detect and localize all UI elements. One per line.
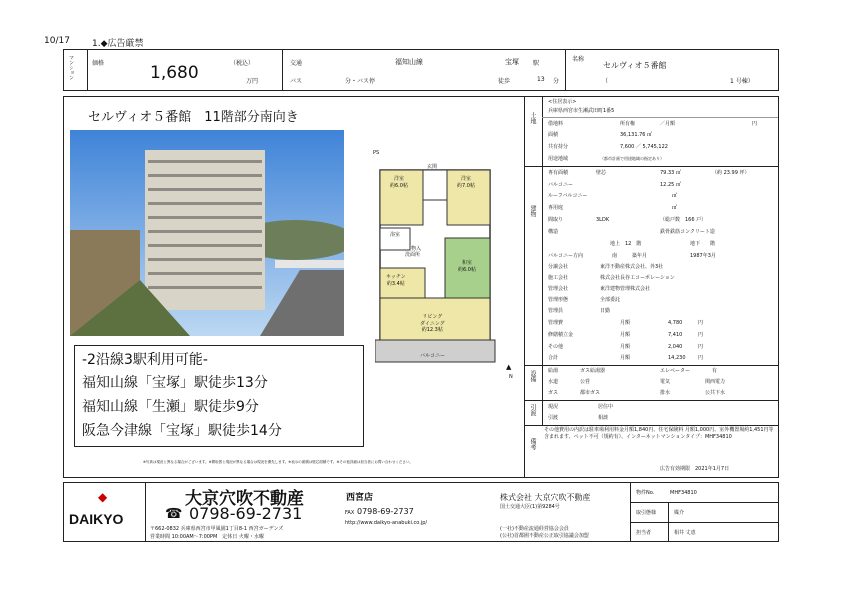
share-value: 7,600 ／ 5,745,122 (620, 144, 668, 150)
room-kitchen: キッチン 約3.4帖 (386, 274, 406, 287)
roof-label: ルーフバルコニー (548, 193, 588, 199)
room-storage: 物入 (411, 246, 422, 252)
room-western-2: 洋室 約7.0帖 (457, 176, 475, 189)
fee-unit: 円 (698, 332, 704, 338)
fax-label: FAX (345, 510, 355, 516)
bus-label: バス (290, 78, 303, 85)
trade-type-value: 媒介 (674, 510, 685, 516)
mgmt-form-label: 管理形態 (548, 297, 569, 303)
fine-print: ※写真は現況と異なる場合がございます。※間取図と現況が異なる場合は現況を優先します。※表示の面積は壁芯面積です。※その他詳細は担当者にお問い合わせください。 (143, 460, 413, 464)
balcony-value: 12.25 ㎡ (660, 182, 681, 188)
lease-label: 借地料 (548, 121, 564, 127)
land-area-value: 36,131.76 ㎡ (620, 132, 653, 138)
promo-line-3: 福知山線「生瀬」駅徒歩9分 (82, 399, 259, 415)
right-label: 所有権 (620, 121, 636, 127)
delivery-section-label: 引渡 (529, 404, 536, 416)
water-value: 公営 (580, 379, 591, 385)
fee-unit: 円 (698, 355, 704, 361)
monthly-label: 月額 (620, 332, 631, 338)
electric-value: 関西電力 (705, 379, 726, 385)
walk-unit: 分 (553, 78, 560, 85)
built-label: 築年月 (632, 253, 648, 259)
floors-up: 地上 12 階 (610, 241, 642, 247)
price-unit: 万円 (246, 78, 259, 85)
gas-label: ガス (548, 390, 559, 396)
other-fee-label: その他 (548, 344, 564, 350)
building-photo (70, 130, 344, 336)
seller-label: 分譲会社 (548, 264, 569, 270)
branch-name: 西宮店 (346, 493, 374, 503)
property-name: セルヴィオ５番館 (603, 61, 667, 70)
prop-no-label: 物件No. (636, 490, 655, 496)
print-date: 10/17 (44, 36, 70, 46)
company-address: 〒662-0832 兵庫県西宮市甲風園1丁目8-1 西宮ガーデンズ (150, 526, 284, 532)
room-balcony: バルコニー (420, 353, 446, 359)
mgmt-fee-value: 4,780 (668, 320, 683, 326)
mgmt-fee-label: 管理費 (548, 320, 564, 326)
structure-label: 構造 (548, 229, 559, 235)
other-fee-value: 2,040 (668, 344, 683, 350)
fax-number: 0798-69-2737 (357, 507, 414, 516)
daikyo-logo: DAIKYO (69, 511, 124, 527)
room-japanese: 和室 約6.0帖 (458, 260, 476, 273)
bldg-paren-left: （ (602, 78, 609, 85)
zoning-label: 用途地域 (548, 156, 569, 162)
remarks-section-label: 備考 (529, 438, 536, 450)
total-units: （総戸数 166 戸） (660, 217, 707, 223)
elevator-label: エレベーター (660, 368, 691, 374)
phone-number[interactable]: 0798-69-2731 (189, 504, 303, 523)
trade-type-label: 取引態様 (636, 510, 657, 516)
water-label: 水道 (548, 379, 559, 385)
bldg-number: 1 号棟） (730, 78, 754, 85)
building-section-label: 建物 (529, 205, 536, 217)
price-label: 価格 (92, 60, 105, 67)
north-label: N (509, 374, 513, 380)
business-hours: 営業時間 10:00AM〜7:00PM 定休日 火曜・水曜 (150, 534, 264, 540)
ad-valid-until: 広告有効期限 2021年1月7日 (660, 466, 730, 472)
garden-value: ㎡ (672, 205, 678, 211)
lease-unit: 円 (752, 121, 758, 127)
assoc-2: (公社)首都圏不動産公正取引協議会加盟 (500, 533, 589, 539)
logo-mark-icon: ◆ (98, 490, 108, 504)
mgmt-company-value: 東洋建物管理株式会社 (600, 286, 651, 292)
layout-value: 3LDK (596, 217, 610, 223)
manager-value: 日勤 (600, 308, 611, 314)
name-label: 名称 (572, 56, 585, 63)
exclusive-area-label: 専有面積 (548, 170, 569, 176)
room-ps: PS (373, 150, 380, 156)
balcony-dir-label: バルコニー方向 (548, 253, 584, 259)
line-name: 福知山線 (395, 58, 423, 66)
seller-value: 東洋不動産株式会社、外3社 (600, 264, 664, 270)
delivery-timing-label: 引渡 (548, 415, 559, 421)
zoning-value: （都市計画で用途地域の指定あり） (600, 156, 664, 161)
listing-title: セルヴィオ５番館 11階部分南向き (88, 110, 299, 125)
promo-line-4: 阪急今津線「宝塚」駅徒歩14分 (82, 423, 282, 439)
walk-min: 13 (537, 76, 545, 83)
structure-value: 鉄骨鉄筋コンクリート造 (660, 229, 715, 235)
electric-label: 電気 (660, 379, 671, 385)
hotwater-label: 給湯 (548, 368, 559, 374)
lease-value: ／月額 (660, 121, 676, 127)
built-value: 1987年3月 (690, 253, 716, 259)
promo-line-2: 福知山線「宝塚」駅徒歩13分 (82, 375, 268, 391)
fee-unit: 円 (698, 320, 704, 326)
room-entrance: 玄関 (427, 164, 438, 170)
monthly-label: 月額 (620, 320, 631, 326)
corp-name: 株式会社 大京穴吹不動産 (500, 493, 591, 502)
mgmt-form-value: 全部委託 (600, 297, 621, 303)
address-sub: <住居表示> (548, 99, 577, 105)
monthly-label: 月額 (620, 355, 631, 361)
north-arrow-icon: ▲ (506, 363, 512, 371)
facilities-section-label: 設備 (529, 370, 536, 382)
floors-down: 地下 階 (690, 241, 716, 247)
manager-label: 管理員 (548, 308, 564, 314)
room-western-1: 洋室 約6.0帖 (390, 176, 408, 189)
drain-label: 排水 (660, 390, 671, 396)
drain-value: 公共下水 (705, 390, 726, 396)
walk-label: 徒歩 (498, 78, 511, 85)
website-link[interactable]: http://www.daikyo-anabuki.co.jp/ (345, 520, 428, 526)
land-section-label: 土地 (529, 112, 536, 124)
phone-icon: ☎ (165, 506, 183, 522)
elevator-value: 有 (712, 368, 718, 374)
repair-fund-label: 修繕積立金 (548, 332, 574, 338)
gas-value: 都市ガス (580, 390, 601, 396)
builder-value: 株式会社長谷工コーポレーション (600, 275, 675, 281)
layout-label: 間取り (548, 217, 564, 223)
staff-label: 担当者 (636, 530, 652, 536)
floor-plan (375, 138, 515, 378)
fee-unit: 円 (698, 344, 704, 350)
station-name: 宝塚 (505, 58, 519, 66)
status-value: 居住中 (598, 404, 614, 410)
mansion-tag: マンション (68, 55, 74, 80)
garden-label: 専用庭 (548, 205, 564, 211)
share-label: 共有持分 (548, 144, 569, 150)
transport-label: 交通 (290, 60, 303, 67)
room-living: リビング ダイニング 約12.3帖 (420, 314, 445, 333)
status-label: 現況 (548, 404, 559, 410)
delivery-timing-value: 相談 (598, 415, 609, 421)
prop-no-value: MHF34810 (670, 490, 697, 496)
builder-label: 施工会社 (548, 275, 569, 281)
license-number: 国土交通大臣(1)第9284号 (500, 504, 560, 510)
price-value: 1,680 (150, 63, 199, 83)
area-tsubo: （約 23.99 坪） (712, 170, 750, 176)
company-name: 大京穴吹不動産 (185, 489, 304, 509)
balcony-label: バルコニー (548, 182, 574, 188)
mgmt-company-label: 管理会社 (548, 286, 569, 292)
roof-value: ㎡ (672, 193, 678, 199)
room-bath: 浴室 (390, 232, 401, 238)
total-fee-value: 14,230 (668, 355, 686, 361)
remarks-text: その他費用の内訳は駐車場利用料金月額1,840円、住宅保険料 月額1,000円、室外機置場約1,451円等含まれます、ペット不可（規約有）、インターネットマンションタイプ：MHF34810 (544, 427, 774, 440)
land-area-label: 面積 (548, 132, 559, 138)
address-value: 兵庫県西宮市生瀬武田町1番5 (548, 108, 615, 114)
room-washroom: 洗面所 (405, 252, 421, 258)
assoc-1: (一社)不動産流通経営協会会員 (500, 526, 569, 532)
exclusive-area-value: 79.33 ㎡ (660, 170, 681, 176)
ad-restriction-note: 1.◆広告厳禁 (92, 39, 144, 49)
repair-fund-value: 7,410 (668, 332, 683, 338)
promo-line-1: -2沿線3駅利用可能- (82, 352, 208, 368)
staff-value: 相井 丈恵 (674, 530, 696, 536)
monthly-label: 月額 (620, 344, 631, 350)
station-suffix: 駅 (533, 60, 540, 67)
area-type: 壁芯 (596, 170, 607, 176)
total-fee-label: 合計 (548, 355, 559, 361)
hotwater-value: ガス給湯器 (580, 368, 606, 374)
bus-min: 分・バス停 (345, 78, 376, 85)
balcony-dir: 南 (612, 253, 618, 259)
tax-note: （税込） (230, 60, 255, 67)
